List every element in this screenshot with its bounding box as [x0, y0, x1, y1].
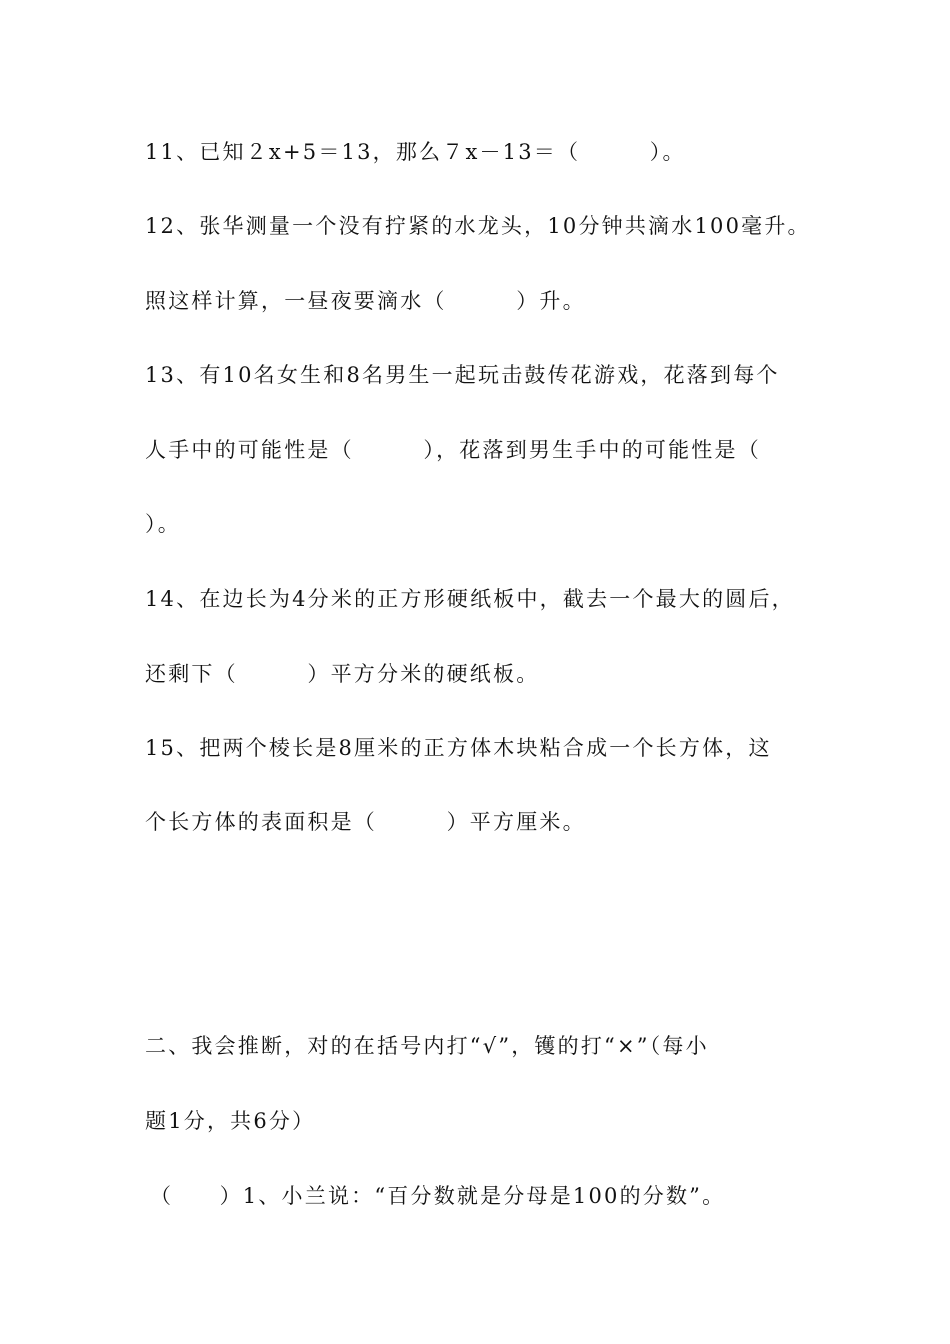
question-14-line-1: 14、在边长为4分米的正方形硬纸板中，截去一个最大的圆后， — [145, 587, 795, 611]
question-13-line-3: ）。 — [145, 512, 181, 536]
section-2-heading-line-1: 二、我会推断，对的在括号内打“√”，镬的打“×”（每小 — [145, 1034, 709, 1058]
question-13-line-1: 13、有10名女生和8名男生一起玩击鼓传花游戏，花落到每个 — [145, 363, 780, 387]
question-14-line-2: 还剩下（ ）平方分米的硬纸板。 — [145, 662, 540, 686]
question-12-line-1: 12、张华测量一个没有拧紧的水龙头，10分钟共滴水100毫升。 — [145, 214, 811, 238]
question-13-line-2: 人手中的可能性是（ ），花落到男生手中的可能性是（ — [145, 438, 761, 462]
question-15-line-2: 个长方体的表面积是（ ）平方厘米。 — [145, 810, 586, 834]
true-false-item-1: （ ）1、小兰说：“百分数就是分母是100的分数”。 — [150, 1184, 726, 1208]
question-15-line-1: 15、把两个棱长是8厘米的正方体木块粘合成一个长方体，这 — [145, 736, 772, 760]
question-11-line-1: 11、已知２x+5＝13，那么７x－13＝（ ）。 — [145, 140, 686, 164]
section-2-heading-line-2: 题1分，共6分） — [145, 1109, 316, 1133]
question-12-line-2: 照这样计算，一昼夜要滴水（ ）升。 — [145, 289, 586, 313]
